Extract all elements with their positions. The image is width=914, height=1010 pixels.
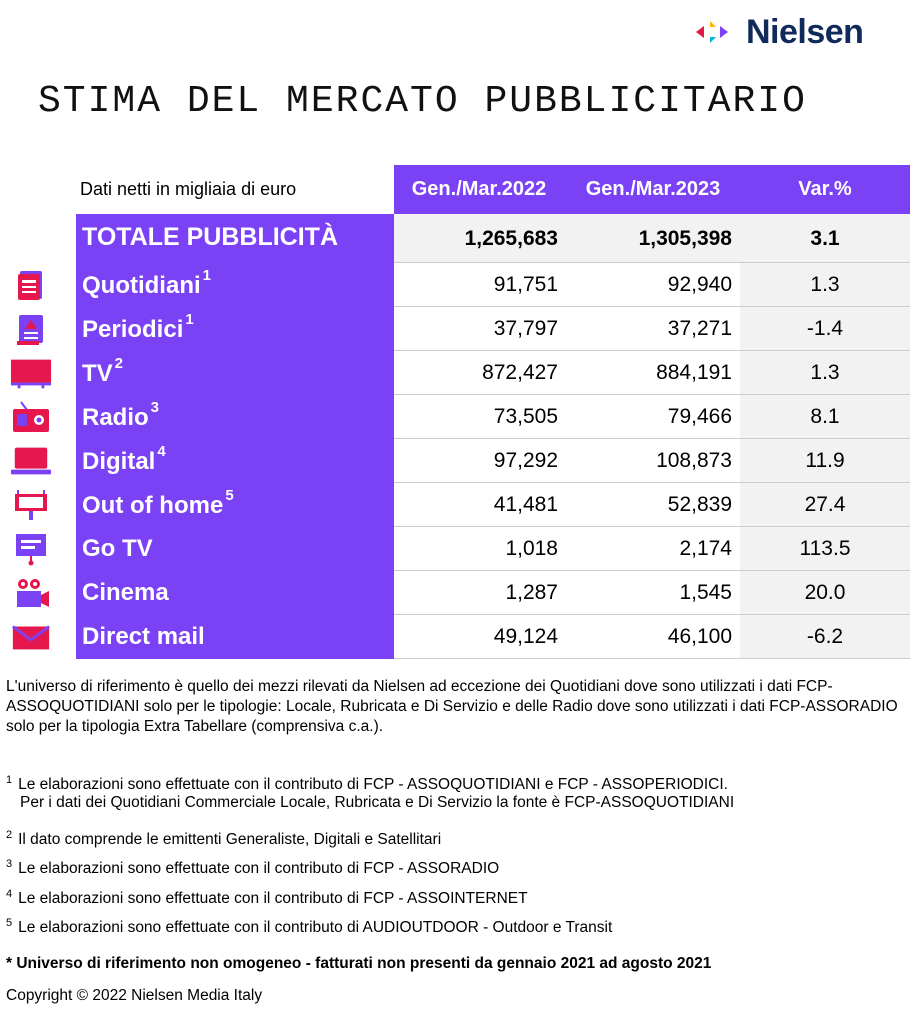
- newspaper-icon: [10, 267, 52, 303]
- table-row: [0, 307, 910, 351]
- value-var: -6.2: [740, 615, 910, 659]
- total-var: 3.1: [810, 227, 840, 250]
- table-row: [0, 615, 910, 659]
- copyright: Copyright © 2022 Nielsen Media Italy: [6, 987, 263, 1004]
- table-row: [0, 527, 910, 571]
- total-row: [0, 214, 910, 263]
- row-label: Digital $^4$: [82, 443, 166, 475]
- footnote-ref: 5: [225, 487, 234, 504]
- value-2023: 46,100: [667, 625, 732, 648]
- footnote-ref: 3: [150, 399, 160, 416]
- footnote-4: $^4$ Le elaborazioni sono effettuate con il contributo di FCP - ASSOINTERNET: [6, 888, 528, 907]
- nielsen-wordmark: Nielsen: [746, 12, 864, 51]
- value-2023: 52,839: [667, 493, 732, 516]
- footnote-ref: 2: [114, 355, 124, 372]
- footnote-ref: 1: [202, 267, 211, 284]
- table-row: [0, 263, 910, 307]
- laptop-icon: [10, 443, 52, 479]
- footnote-2: $^2$ Il dato comprende le emittenti Generaliste, Digitali e Satellitari: [6, 829, 442, 848]
- value-2022: 97,292: [493, 449, 558, 472]
- nielsen-logo-icon: [694, 17, 742, 47]
- row-label: Direct mail: [82, 623, 205, 650]
- table-row: [0, 439, 910, 483]
- envelope-icon: [10, 619, 52, 655]
- table-row: [0, 483, 910, 527]
- screen-icon: [10, 531, 52, 567]
- value-var: 20.0: [740, 571, 910, 615]
- table-row: [0, 395, 910, 439]
- value-var: -1.4: [740, 307, 910, 351]
- value-2022: 1,018: [505, 537, 558, 560]
- value-2023: 1,545: [679, 581, 732, 604]
- value-2022: 49,124: [493, 625, 558, 648]
- footnote-ref: 1: [185, 311, 194, 328]
- value-var: 1.3: [740, 351, 910, 395]
- value-var: 8.1: [740, 395, 910, 439]
- column-header-2022: Gen./Mar.2022: [411, 178, 547, 200]
- page-title: STIMA DEL MERCATO PUBBLICITARIO: [38, 80, 807, 123]
- billboard-icon: [10, 487, 52, 523]
- tv-icon: [10, 355, 52, 391]
- value-2023: 2,174: [679, 537, 732, 560]
- non-homogeneous-note: * Universo di riferimento non omogeneo - fatturati non presenti da gennaio 2021 ad agosto 2021: [6, 955, 712, 972]
- value-2023: 108,873: [656, 449, 732, 472]
- row-label: Out of home $^5$: [82, 487, 234, 519]
- value-var: 113.5: [740, 527, 910, 571]
- row-label: Cinema: [82, 579, 169, 606]
- radio-icon: [10, 399, 52, 435]
- table-header: [0, 165, 910, 214]
- column-header-2023: Gen./Mar.2023: [585, 178, 721, 200]
- column-header-var: Var.%: [798, 178, 852, 200]
- value-2023: 92,940: [667, 273, 732, 296]
- row-label: TV $^2$: [82, 355, 124, 387]
- value-2022: 1,287: [505, 581, 558, 604]
- table-row: [0, 571, 910, 615]
- row-label: Go TV: [82, 535, 153, 562]
- footnote-1: $^1$ Le elaborazioni sono effettuate con il contributo di FCP - ASSOQUOTIDIANI e FCP - ASSOPERIODICI.: [6, 774, 728, 793]
- footnote-5: $^5$ Le elaborazioni sono effettuate con il contributo di AUDIOUTDOOR - Outdoor e Transit: [6, 917, 613, 936]
- value-2023: 884,191: [656, 361, 732, 384]
- value-2023: 79,466: [667, 405, 732, 428]
- value-var: 11.9: [740, 439, 910, 483]
- value-var: 27.4: [740, 483, 910, 527]
- magazine-icon: [10, 311, 52, 347]
- value-var: 1.3: [740, 263, 910, 307]
- market-table: [0, 165, 910, 659]
- value-2022: 41,481: [493, 493, 558, 516]
- universe-note: L'universo di riferimento è quello dei mezzi rilevati da Nielsen ad eccezione dei Quotidiani dove sono utilizzati i dati FCP-ASSOQUOTIDIANI solo per le tipologie: Locale, Rubricata e Di Servizio e delle Radio dove sono utilizzati i dati FCP-ASSORADIO solo per la tipologia Extra Tabellare (comprensiva c.a.).: [6, 678, 898, 735]
- nielsen-logo: [694, 12, 863, 52]
- units-note: Dati netti in migliaia di euro: [80, 179, 297, 199]
- total-2022: 1,265,683: [464, 227, 558, 250]
- camera-icon: [10, 575, 52, 611]
- value-2023: 37,271: [667, 317, 732, 340]
- table-row: [0, 351, 910, 395]
- row-label: Radio $^3$: [82, 399, 160, 431]
- footnote-ref: 4: [157, 443, 166, 460]
- total-label: TOTALE PUBBLICITÀ: [82, 223, 339, 251]
- footnote-1-line-2: Per i dati dei Quotidiani Commerciale Locale, Rubricata e Di Servizio la fonte è FCP-ASSOQUOTIDIANI: [20, 794, 735, 811]
- value-2022: 73,505: [493, 405, 558, 428]
- row-label: Quotidiani $^1$: [82, 267, 211, 299]
- value-2022: 872,427: [482, 361, 558, 384]
- total-2023: 1,305,398: [638, 227, 732, 250]
- value-2022: 37,797: [493, 317, 558, 340]
- value-2022: 91,751: [493, 273, 558, 296]
- footnote-3: $^3$ Le elaborazioni sono effettuate con il contributo di FCP - ASSORADIO: [6, 858, 500, 877]
- row-label: Periodici $^1$: [82, 311, 194, 343]
